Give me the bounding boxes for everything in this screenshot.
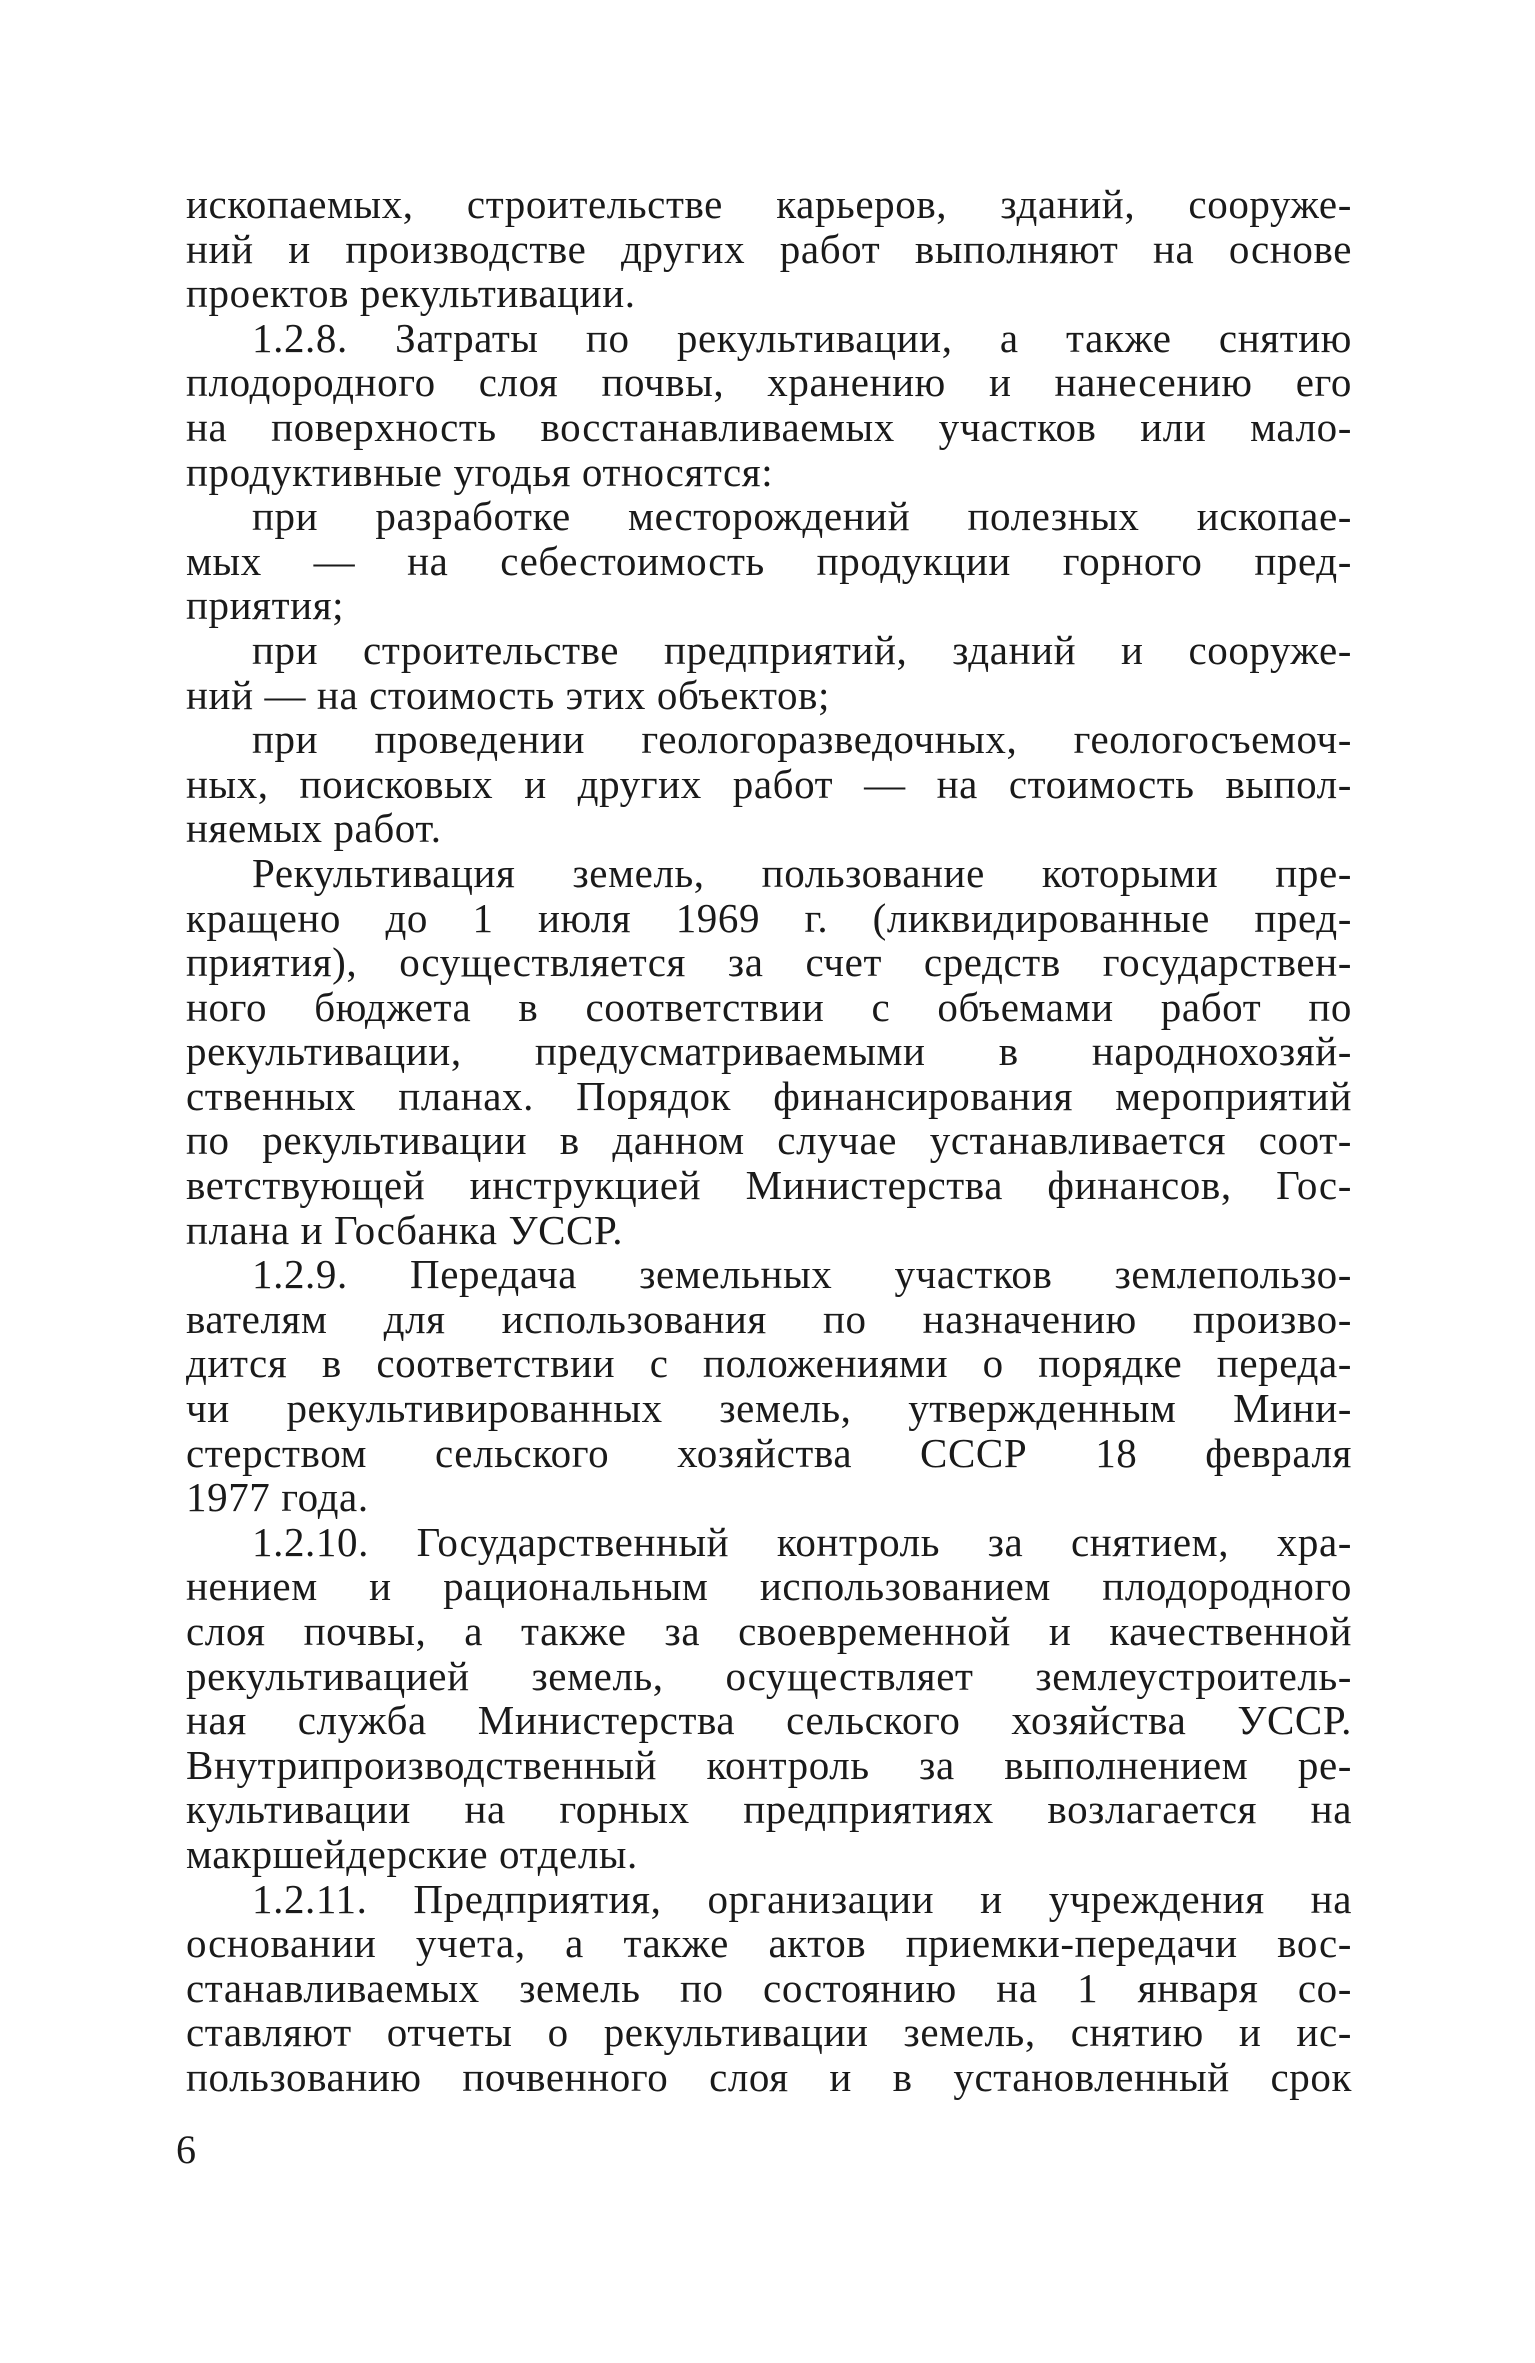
paragraph bbox=[186, 1252, 1352, 1520]
text-line: приятия; bbox=[186, 582, 345, 629]
text-line: макршейдерские отделы. bbox=[186, 1830, 638, 1877]
text-line: станавливаемых земель по состоянию на 1 января со- bbox=[186, 1964, 1352, 2011]
paragraph bbox=[186, 316, 1352, 494]
paragraph bbox=[186, 851, 1352, 1252]
text-line: ископаемых, строительстве карьеров, зданий, сооруже- bbox=[186, 181, 1352, 227]
text-line: при разработке месторождений полезных ископае- bbox=[252, 493, 1352, 540]
text-line: ная служба Министерства сельского хозяйства УССР. bbox=[186, 1697, 1352, 1744]
paragraph bbox=[186, 628, 1352, 717]
text-line: вателям для использования по назначению произво- bbox=[186, 1295, 1352, 1342]
text-line: Рекультивация земель, пользование которыми пре- bbox=[252, 849, 1352, 896]
text-line: при строительстве предприятий, зданий и сооруже- bbox=[252, 626, 1352, 673]
text-line: плана и Госбанка УССР. bbox=[186, 1206, 624, 1253]
text-line: рекультивации, предусматриваемыми в народнохозяй- bbox=[186, 1028, 1352, 1075]
paragraph bbox=[186, 494, 1352, 628]
text-line: 1977 года. bbox=[186, 1474, 369, 1521]
text-line: нением и рациональным использованием плодородного bbox=[186, 1563, 1352, 1610]
paragraph bbox=[186, 1877, 1352, 2100]
text-line: дится в соответствии с положениями о порядке переда- bbox=[186, 1340, 1352, 1387]
text-line: при проведении геологоразведочных, геологосъемоч- bbox=[252, 716, 1352, 763]
text-line: пользованию почвенного слоя и в установленный срок bbox=[186, 2053, 1352, 2100]
text-line: 1.2.9. Передача земельных участков землепользо- bbox=[252, 1251, 1352, 1298]
text-line: рекультивацией земель, осуществляет землеустроитель- bbox=[186, 1652, 1352, 1699]
text-line: ний и производстве других работ выполняют на основе bbox=[186, 225, 1352, 272]
page-number: 6 bbox=[176, 2127, 196, 2172]
text-line: слоя почвы, а также за своевременной и качественной bbox=[186, 1608, 1352, 1654]
text-line: ного бюджета в соответствии с объемами работ по bbox=[186, 983, 1352, 1030]
text-line: ветствующей инструкцией Министерства финансов, Гос- bbox=[186, 1162, 1352, 1209]
text-line: 1.2.10. Государственный контроль за снятием, хра- bbox=[252, 1518, 1352, 1565]
text-line: 1.2.11. Предприятия, организации и учреждения на bbox=[252, 1875, 1352, 1922]
paragraph bbox=[186, 182, 1352, 316]
text-line: продуктивные угодья относятся: bbox=[186, 448, 774, 495]
text-line: няемых работ. bbox=[186, 805, 442, 852]
text-line: чи рекультивированных земель, утвержденным Мини- bbox=[186, 1385, 1352, 1432]
text-line: ных, поисковых и других работ — на стоимость выпол- bbox=[186, 760, 1352, 807]
text-line: мых — на себестоимость продукции горного пред- bbox=[186, 537, 1352, 584]
text-line: 1.2.8. Затраты по рекультивации, а также снятию bbox=[252, 314, 1352, 361]
text-line: ставляют отчеты о рекультивации земель, снятию и ис- bbox=[186, 2009, 1352, 2056]
text-line: ственных планах. Порядок финансирования мероприятий bbox=[186, 1072, 1352, 1119]
text-line: по рекультивации в данном случае устанавливается соот- bbox=[186, 1117, 1352, 1164]
text-line: основании учета, а также актов приемки-передачи вос- bbox=[186, 1920, 1352, 1967]
text-line: Внутрипроизводственный контроль за выполнением ре- bbox=[186, 1741, 1352, 1788]
text-line: стерством сельского хозяйства СССР 18 февраля bbox=[186, 1429, 1352, 1476]
text-line: плодородного слоя почвы, хранению и нанесению его bbox=[186, 359, 1352, 406]
paragraph bbox=[186, 717, 1352, 851]
text-line: ний — на стоимость этих объектов; bbox=[186, 671, 831, 718]
text-line: культивации на горных предприятиях возлагается на bbox=[186, 1786, 1352, 1833]
paragraph bbox=[186, 1520, 1352, 1877]
text-line: на поверхность восстанавливаемых участков или мало- bbox=[186, 403, 1352, 450]
text-line: приятия), осуществляется за счет средств государствен- bbox=[186, 939, 1352, 986]
text-line: проектов рекультивации. bbox=[186, 270, 636, 317]
text-line: кращено до 1 июля 1969 г. (ликвидированные пред- bbox=[186, 894, 1352, 941]
page-body bbox=[186, 182, 1352, 2100]
